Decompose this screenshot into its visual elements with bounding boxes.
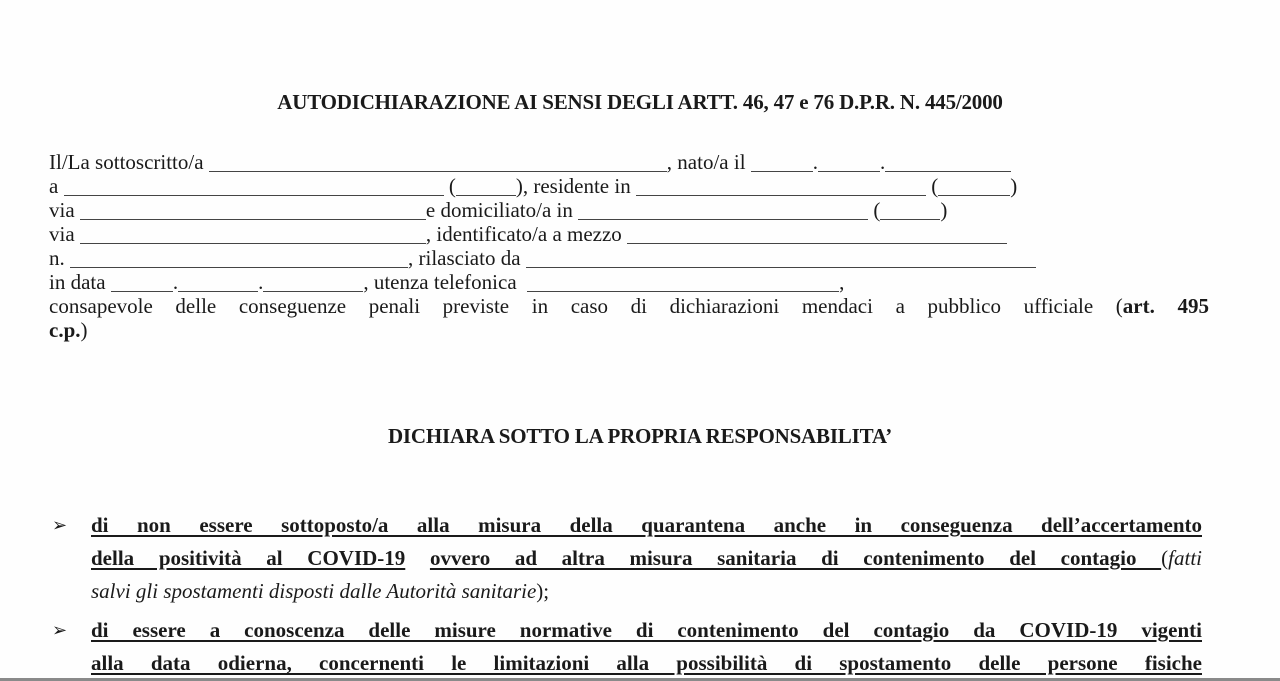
paren-close: ): [940, 198, 948, 222]
form-line-issue-date: [49, 270, 844, 294]
paren-close: ): [515, 174, 523, 198]
arrow-bullet-icon: ➢: [52, 620, 68, 640]
date-separator: .: [880, 150, 886, 174]
label-via: via: [49, 222, 75, 246]
arrow-bullet-icon: ➢: [52, 515, 68, 535]
label-via: via: [49, 198, 75, 222]
law-reference-cp: c.p.: [49, 318, 81, 342]
phone-field[interactable]: [527, 273, 839, 292]
paren-open: (: [931, 174, 939, 198]
line-end: );: [536, 579, 550, 603]
form-line-name: [49, 150, 1011, 174]
birthplace-field[interactable]: [64, 177, 444, 196]
domicile-street-field[interactable]: [80, 225, 426, 244]
declaration-text: della positività al COVID-19: [91, 546, 406, 570]
declaration-text: alla data odierna, concernenti le limitazioni alla possibilità di spostamento delle persone fisiche: [91, 651, 1202, 675]
residence-street-field[interactable]: [80, 201, 426, 220]
label-sottoscritto: Il/La sottoscritto/a: [49, 150, 204, 174]
label-identificato: , identificato/a a mezzo: [425, 222, 622, 246]
declaration-2-line-2: [91, 648, 1202, 678]
label-utenza-telefonica: , utenza telefonica: [363, 270, 517, 294]
declaration-1-line-1: [91, 510, 1202, 540]
declaration-text: di essere a conoscenza delle misure normative di contenimento del contagio da COVID-19 vigenti: [91, 618, 1202, 642]
residence-city-field[interactable]: [636, 177, 926, 196]
date-separator: .: [172, 270, 179, 294]
domicile-city-field[interactable]: [578, 201, 868, 220]
awareness-statement-cont: [49, 318, 88, 342]
issue-day-field[interactable]: [111, 273, 173, 292]
awareness-text: consapevole delle conseguenze penali previste in caso di dichiarazioni mendaci a pubblico ufficiale (: [49, 294, 1123, 318]
underline-space: [1137, 546, 1162, 570]
date-separator: .: [258, 270, 264, 294]
issue-year-field[interactable]: [263, 273, 363, 292]
document-title: AUTODICHIARAZIONE AI SENSI DEGLI ARTT. 46, 47 e 76 D.P.R. N. 445/2000: [277, 90, 1003, 114]
domicile-province-field[interactable]: [880, 201, 940, 220]
label-in-data: in data: [49, 270, 106, 294]
birth-day-field[interactable]: [751, 153, 813, 172]
issue-month-field[interactable]: [178, 273, 258, 292]
comma: ,: [839, 270, 845, 294]
italic-text: salvi gli spostamenti disposti dalle Autorità sanitarie: [91, 579, 537, 603]
paren-close: ): [1010, 174, 1018, 198]
awareness-statement: [49, 294, 1209, 318]
label-n: n.: [49, 246, 65, 270]
declaration-text: ovvero ad altra misura sanitaria di contenimento del contagio: [429, 546, 1137, 570]
form-line-residence-street: [49, 198, 947, 222]
paren-open: (: [1161, 546, 1169, 570]
label-residente-in: , residente in: [522, 174, 631, 198]
residence-province-field[interactable]: [938, 177, 1010, 196]
declaration-text: di non essere sottoposto/a alla misura della quarantena anche in conseguenza dell’accertamento: [91, 513, 1202, 537]
italic-text: fatti: [1168, 546, 1203, 570]
form-line-birthplace: [49, 174, 1017, 198]
declaration-heading: DICHIARA SOTTO LA PROPRIA RESPONSABILITA’: [387, 424, 893, 448]
declaration-1-line-2: [91, 543, 1202, 573]
label-rilasciato-da: , rilasciato da: [408, 246, 521, 270]
label-nato-il: , nato/a il: [666, 150, 746, 174]
declaration-2-line-1: [91, 615, 1202, 645]
form-line-domicile-street: [49, 222, 1007, 246]
form-line-doc-number: [49, 246, 1036, 270]
label-domiciliato-in: e domiciliato/a in: [425, 198, 573, 222]
issued-by-field[interactable]: [526, 249, 1036, 268]
birth-province-field[interactable]: [456, 177, 516, 196]
birth-month-field[interactable]: [818, 153, 880, 172]
id-document-field[interactable]: [627, 225, 1007, 244]
declaration-1-line-3: [91, 576, 1202, 606]
birth-year-field[interactable]: [885, 153, 1011, 172]
paren-open: (: [873, 198, 881, 222]
doc-number-field[interactable]: [70, 249, 408, 268]
label-a: a: [49, 174, 59, 198]
paren-close: ): [80, 318, 88, 342]
law-reference: art. 495: [1122, 294, 1209, 318]
name-field[interactable]: [209, 153, 667, 172]
paren-open: (: [448, 174, 456, 198]
date-separator: .: [812, 150, 819, 174]
